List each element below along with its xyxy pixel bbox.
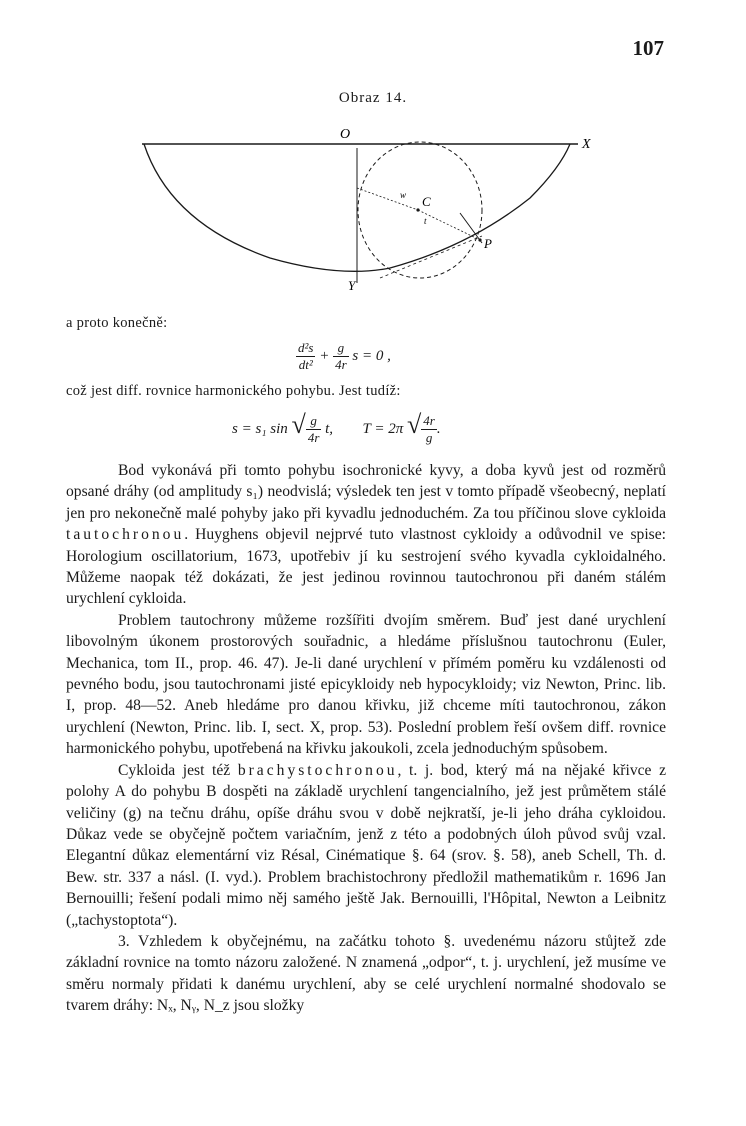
paragraph-4: 3. Vzhledem k obyčejnému, na začátku tohoto §. uvedenému názoru stůjtež zde základní rovnice na tomto názoru založené. N znamená „odpor“, t. j. urychlení, jež musíme ve směru normaly přidati k danému urychlení, aby se celé urychlení normalné shodovalo se tvarem dráhy: Nₓ, Nᵧ, N_z jsou složky — [66, 932, 666, 1015]
rolling-circle — [358, 142, 482, 278]
equation-1: $\frac{\text{d²s}}{\text{dt²}}$ + $\frac{g}{4r}$ s = 0 , — [298, 340, 391, 372]
paragraph-3: Cykloida jest též brachystochronou, t. j. bod, který má na nějaké křivce z polohy A do pohybu B dospěti na základě urychlení tangencialního, jež jest průmětem stálé veličiny (g) na tečnu dráhu, opíše dráhu svou v době nejkratší, je-li jeho dráha cykloidou. Důkaz vede se obyčejně počtem variačním, jenž z této a podobných úloh původ svůj vzal. Elegantní důkaz elementární viz Résal, Cinématique §. 64 (srov. §. 58), aneb Schell, Th. d. Bew. str. 337 a násl. (I. vyd.). Problem brachistochrony předložil mathematikům r. 1696 Jan Bernouilli; řešení podali mimo něj samého ještě Jak. Bernouilli, l'Hôpital, Newton a Leibnitz („tachystoptota“). — [66, 761, 666, 929]
equation-2: s = s₁ sin √ $\frac{g}{4r}$ t, T = 2π √ $\frac{4r}{g}$ . — [232, 410, 441, 446]
after-equation-line: což jest diff. rovnice harmonického pohybu. Jest tudíž: — [66, 383, 401, 399]
label-x: X — [582, 137, 591, 152]
cycloid-figure — [130, 118, 610, 303]
paragraph-2: Problem tautochrony můžeme rozšířiti dvojím směrem. Buď jest dané urychlení libovolným úkonem prostorových souřadnic, a hledáme příslušnou tautochronu (Euler, Mechanica, tom II., prop. 46. 47). Je-li dané urychlení v přímém poměru ku vzdálenosti od pevného bodu, jsou tautochronami jisté epicykloidy neb hypocykloidy; viz Newton, Princ. lib. I, prop. 48—52. Aneb hledáme pro danou křivku, již chceme míti tautochronou, zákon urychlení (Newton, Princ. lib. I, sect. X, prop. 53). Poslední problem řeší ovšem diff. rovnice harmonického pohybu, upotřebená na křivku jakoukoli, zcela jednoduchým spůsobem. — [66, 611, 666, 758]
page-number: 107 — [632, 36, 664, 60]
paragraph-1: Bod vykonává při tomto pohybu isochronické kyvy, a doba kyvů jest od rozměrů opsané dráhy (od amplitudy s₁) neodvislá; výsledek ten jest v tomto případě všeobecný, neplatí jen pro nekonečně malé pohyby jako při kyvadlu jednoduchém. Za tou příčinou slove cykloida tautochronou. Huyghens objevil nejprvé tuto vlastnost cykloidy a odůvodnil ve spise: Horologium oscillatorium, 1673, upotřebiv jí ku sestrojení svého kyvadla cykloidalného. Můžeme naopak též dokázati, že jest jedinou rovinnou tautochronou při daném stálém urychlení cykloida. — [66, 462, 666, 608]
label-t: t — [424, 216, 427, 226]
label-p: P — [484, 236, 492, 251]
label-o: O — [340, 127, 351, 142]
body-text — [66, 460, 666, 1017]
label-w: w — [400, 190, 407, 200]
intro-line: a proto konečně: — [66, 315, 168, 331]
label-y: Y — [348, 278, 356, 293]
label-c: C — [422, 194, 431, 209]
figure-caption: Obraz 14. — [338, 90, 408, 106]
